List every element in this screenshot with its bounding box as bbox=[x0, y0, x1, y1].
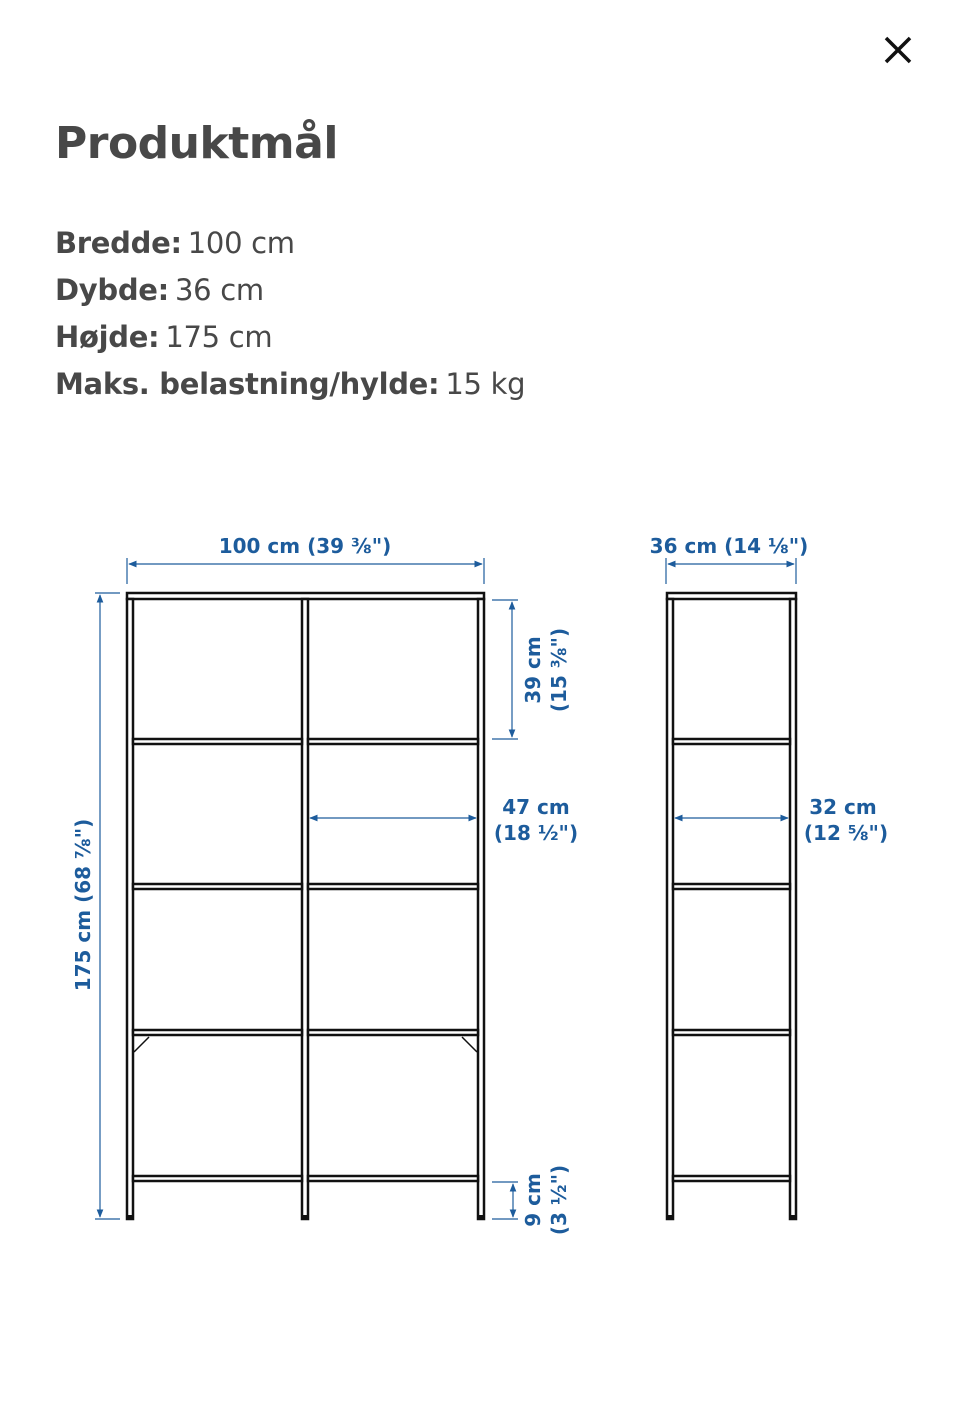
bottom-gap-in-label: (3 ½") bbox=[547, 1164, 571, 1236]
front-view bbox=[127, 593, 484, 1219]
depth-dimension-label: 36 cm (14 ⅛") bbox=[649, 534, 809, 558]
spec-value: 15 kg bbox=[445, 367, 526, 401]
spec-label: Dybde: bbox=[55, 273, 169, 307]
compartment-width-in-label: (18 ½") bbox=[493, 821, 579, 845]
bottom-gap-cm-label: 9 cm bbox=[521, 1173, 545, 1227]
top-gap-in-label: (15 ⅜") bbox=[547, 627, 571, 713]
spec-label: Højde: bbox=[55, 320, 160, 354]
close-icon bbox=[881, 33, 915, 67]
top-gap-cm-label: 39 cm bbox=[521, 636, 545, 704]
side-view bbox=[667, 593, 796, 1219]
page-title: Produktmål bbox=[55, 118, 338, 169]
dimension-drawing bbox=[0, 500, 960, 1300]
inner-depth-in-label: (12 ⅝") bbox=[803, 821, 889, 845]
spec-value: 36 cm bbox=[174, 273, 264, 307]
spec-label: Maks. belastning/hylde: bbox=[55, 367, 440, 401]
spec-width bbox=[55, 220, 525, 267]
spec-value: 175 cm bbox=[165, 320, 273, 354]
inner-depth-cm-label: 32 cm bbox=[809, 795, 877, 819]
compartment-width-cm-label: 47 cm bbox=[502, 795, 570, 819]
spec-list bbox=[55, 220, 525, 408]
spec-max-load bbox=[55, 361, 525, 408]
spec-height bbox=[55, 314, 525, 361]
width-dimension-label: 100 cm (39 ⅜") bbox=[218, 534, 392, 558]
close-button[interactable] bbox=[876, 28, 920, 72]
spec-value: 100 cm bbox=[187, 226, 295, 260]
spec-depth bbox=[55, 267, 525, 314]
spec-label: Bredde: bbox=[55, 226, 182, 260]
height-dimension-label: 175 cm (68 ⅞") bbox=[71, 818, 95, 992]
